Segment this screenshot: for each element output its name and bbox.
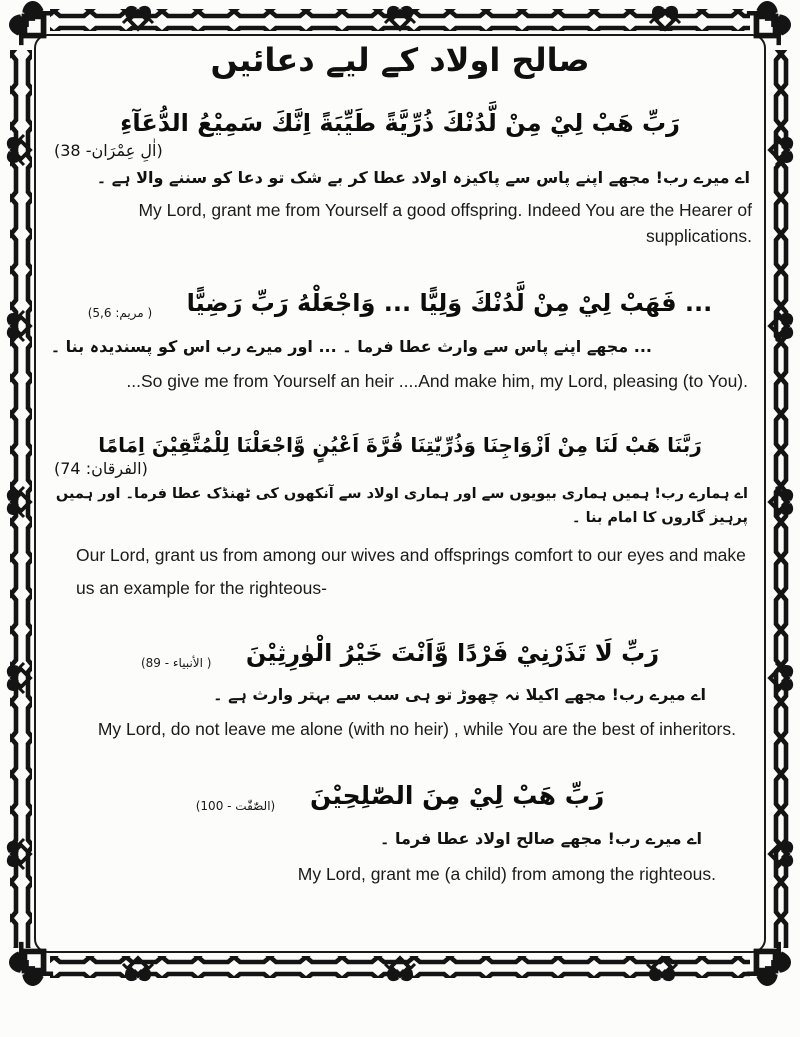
urdu-translation: اے میرے رب! مجھے اکیلا نہ چھوڑ تو ہی سب سے بہتر وارث ہے ۔ — [213, 685, 706, 705]
border-band-top — [50, 9, 750, 31]
arabic-verse: رَبِّ هَبْ لِيْ مِنْ لَّدُنْكَ ذُرِّيَّةً طَيِّبَةً اِنَّكَ سَمِيْعُ الدُّعَآءِ — [120, 108, 680, 137]
dua-section-1 — [48, 99, 752, 249]
border-band-left — [10, 50, 32, 948]
urdu-translation: ... مجھے اپنے پاس سے وارث عطا فرما ۔ ... اور میرے رب اس کو پسندیدہ بنا ۔ — [50, 337, 652, 357]
page-title: صالح اولاد کے لیے دعائیں — [210, 41, 590, 79]
dua-section-3 — [48, 425, 752, 606]
english-translation: My Lord, do not leave me alone (with no heir) , while You are the best of inheritors. — [97, 719, 736, 740]
verse-reference: (اٰلِ عِمْرَان- 38) — [54, 140, 163, 160]
dua-section-2 — [48, 279, 752, 394]
arabic-verse — [48, 279, 752, 327]
border-band-bottom — [50, 956, 750, 978]
arabic-verse — [48, 771, 752, 821]
urdu-translation: اے میرے رب! مجھے صالح اولاد عطا فرما ۔ — [380, 828, 702, 848]
urdu-translation: اے ہمارے رب! ہمیں ہماری بیویوں سے اور ہماری اولاد سے آنکھوں کی ٹھنڈک عطا فرما۔ اور ہمیں پرہیز گاروں کا امام بنا ۔ — [55, 485, 748, 527]
arabic-text: رَبِّ لَا تَذَرْنِيْ فَرْدًا وَّاَنْتَ خَيْرُ الْوٰرِثِيْنَ — [245, 639, 660, 668]
urdu-translation: اے میرے رب! مجھے اپنے پاس سے پاکیزہ اولاد عطا کر بے شک تو دعا کو سننے والا ہے ۔ — [96, 167, 750, 187]
verse-reference: (الفرقان: 74) — [54, 458, 148, 478]
english-translation: My Lord, grant me (a child) from among the righteous. — [297, 863, 716, 884]
border-band-right — [768, 50, 790, 948]
verse-reference: ( مریم: 5,6) — [87, 306, 153, 321]
english-translation: ...So give me from Yourself an heir ....And make him, my Lord, pleasing (to You). — [126, 371, 748, 392]
verse-reference: ( الأنبياء - 89) — [140, 656, 212, 671]
verse-reference: (الصّٰفّٰت - 100) — [195, 798, 276, 813]
arabic-text: رَبِّ هَبْ لِيْ مِنَ الصّٰلِحِيْنَ — [309, 780, 605, 810]
arabic-verse — [48, 629, 752, 677]
dua-section-4 — [48, 629, 752, 742]
dua-section-5 — [48, 771, 752, 887]
arabic-text: ... فَهَبْ لِيْ مِنْ لَّدُنْكَ وَلِيًّا ... وَاجْعَلْهُ رَبِّ رَضِيًّا — [186, 289, 713, 318]
arabic-verse: رَبَّنَا هَبْ لَنَا مِنْ اَزْوَاجِنَا وَذُرِّيّٰتِنَا قُرَّةَ اَعْيُنٍ وَّاجْعَلْنَا لِلْمُتَّقِيْنَ اِمَامًا — [98, 432, 702, 457]
document-content — [48, 30, 752, 887]
english-translation: My Lord, grant me from Yourself a good offspring. Indeed You are the Hearer of supplications. — [138, 199, 752, 247]
english-translation: Our Lord, grant us from among our wives and offsprings comfort to our eyes and make us an example for the righteous- — [76, 544, 746, 599]
